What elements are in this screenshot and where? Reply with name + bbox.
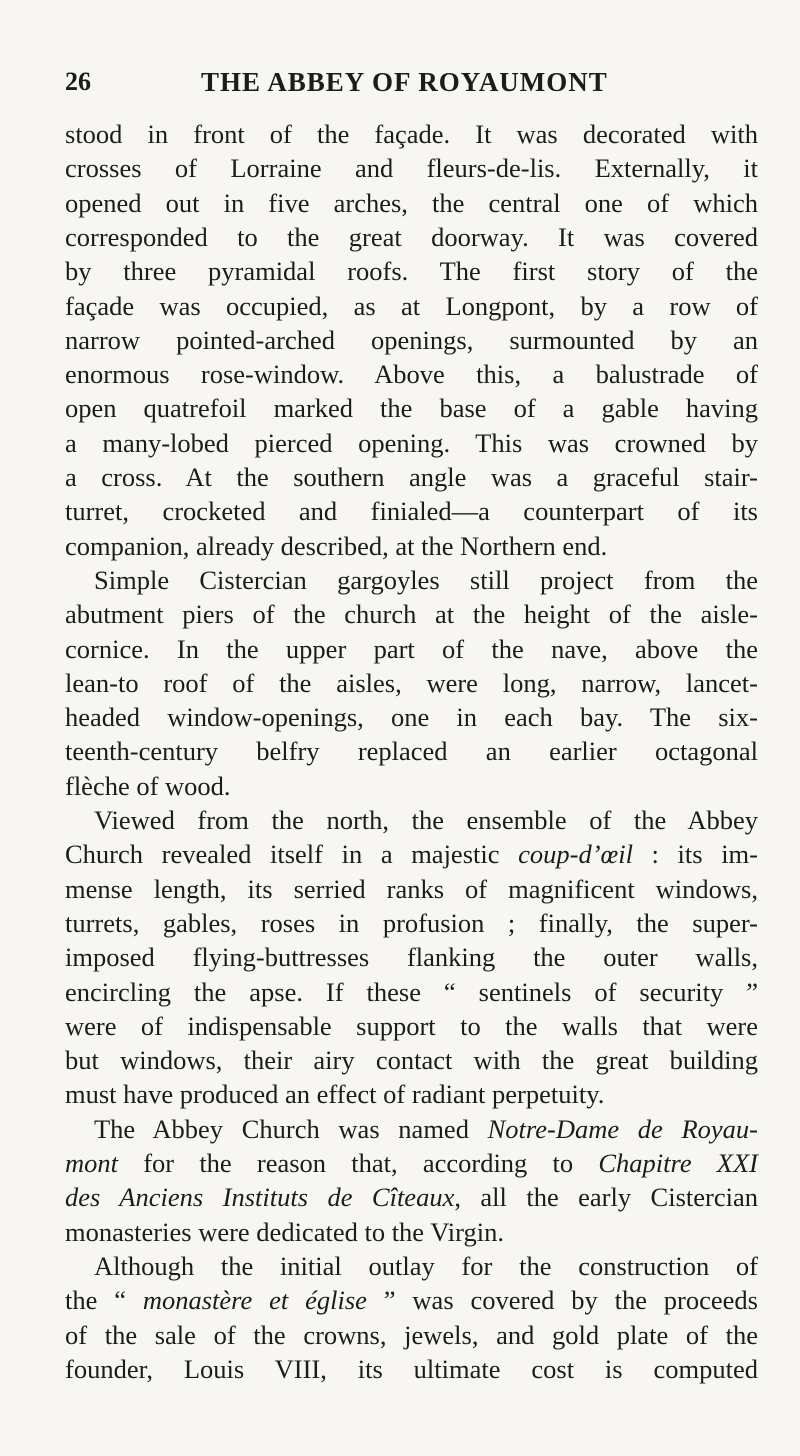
italic-text: mont [65,1148,118,1178]
text-segment: abutment piers of the church at the height of the aisle- [65,599,758,630]
text-segment: but windows, their airy contact with the great building [65,1045,758,1076]
text-segment: headed window-openings, one in each bay. The six- [65,702,758,733]
text-segment: founder, Louis VIII, its ultimate cost is computed [65,1353,758,1384]
text-line [65,494,758,528]
text-segment: must have produced an effect of radiant perpetuity. [65,1079,605,1110]
text-segment: narrow pointed-arched openings, surmounted by an [65,324,758,355]
text-segment: were of indispensable support to the walls that were [65,1010,758,1041]
text-line [65,426,758,460]
text-segment: Viewed from the north, the ensemble of the Abbey [94,805,758,835]
text-segment: lean-to roof of the aisles, were long, narrow, lancet- [65,667,758,698]
text-segment: Although the initial outlay for the construction of [94,1250,758,1281]
text-line [65,323,758,357]
text-line [65,734,758,768]
text-line [65,975,758,1009]
text-line [65,1146,758,1180]
text-segment: imposed flying-buttresses flanking the outer walls, [65,942,758,973]
text-line [65,529,758,563]
text-segment: of the sale of the crowns, jewels, and gold plate of the [65,1319,758,1350]
text-segment: by three pyramidal roofs. The first story of the [65,256,758,287]
text-line [65,1215,758,1249]
text-segment: encircling the apse. If these “ sentinels of security ” [65,976,758,1007]
text-line [65,597,758,631]
text-segment: a cross. At the southern angle was a graceful stair- [65,462,758,492]
text-segment: crosses of Lorraine and fleurs-de-lis. Externally, it [65,153,758,184]
text-segment: turret, crocketed and finialed—a counterpart of its [65,496,758,527]
text-segment: ” was covered by the proceeds [366,1285,758,1316]
text-segment: for the reason that, according to [118,1148,599,1178]
text-segment: Church revealed itself in a majestic [65,839,519,870]
text-segment: turrets, gables, roses in profusion ; finally, the super- [65,907,758,938]
text-line [94,1249,758,1283]
text-line [94,803,758,837]
running-head: THE ABBEY OF ROYAUMONT [201,67,608,97]
text-segment: , all the early Cistercian [454,1182,758,1213]
text-line [65,666,758,700]
text-segment: : its im- [632,839,758,870]
text-segment: Simple Cistercian gargoyles still project from the [94,564,758,595]
text-line [65,1009,758,1043]
text-segment: mense length, its serried ranks of magnificent windows, [65,873,758,904]
text-segment: corresponded to the great doorway. It was covered [65,221,758,252]
italic-text: monastère et église [142,1285,367,1316]
text-segment: companion, already described, at the Northern end. [65,530,608,561]
text-line [65,1318,758,1352]
text-line [65,391,758,425]
italic-text: Notre-Dame de Royau- [487,1113,758,1144]
text-segment: monasteries were dedicated to the Virgin. [65,1216,504,1247]
text-segment: the “ [65,1285,143,1316]
text-line [65,769,758,803]
text-line [65,151,758,185]
text-line [65,872,758,906]
text-line [94,1112,758,1146]
italic-text: des Anciens Instituts de Cîteaux [65,1182,455,1213]
text-line [65,1180,758,1214]
text-line [94,563,758,597]
text-line [65,254,758,288]
text-segment: enormous rose-window. Above this, a balustrade of [65,359,758,390]
text-line [65,940,758,974]
text-line [65,460,758,494]
text-line [65,906,758,940]
text-segment: flèche of wood. [65,770,231,801]
italic-text: coup-d’œil [518,839,633,870]
page-header [65,62,758,102]
text-segment: The Abbey Church was named [94,1113,488,1144]
text-segment: stood in front of the façade. It was decorated with [65,119,758,149]
text-line [65,186,758,220]
text-segment: teenth-century belfry replaced an earlier octagonal [65,736,758,767]
text-segment: cornice. In the upper part of the nave, above the [65,633,758,664]
text-line [65,1077,758,1111]
text-segment: a many-lobed pierced opening. This was crowned by [65,427,758,458]
text-line [65,220,758,254]
text-line [65,700,758,734]
text-line [65,1352,758,1386]
text-line [65,357,758,391]
text-segment: opened out in five arches, the central one of which [65,187,758,218]
text-line [65,632,758,666]
text-line [65,289,758,323]
text-line [65,837,758,871]
text-segment: façade was occupied, as at Longpont, by a row of [65,290,758,321]
italic-text: Chapitre XXI [598,1148,758,1178]
text-line [65,117,758,151]
text-segment: open quatrefoil marked the base of a gable having [65,393,758,424]
text-line [65,1043,758,1077]
page-number: 26 [65,67,91,96]
text-line [65,1283,758,1317]
